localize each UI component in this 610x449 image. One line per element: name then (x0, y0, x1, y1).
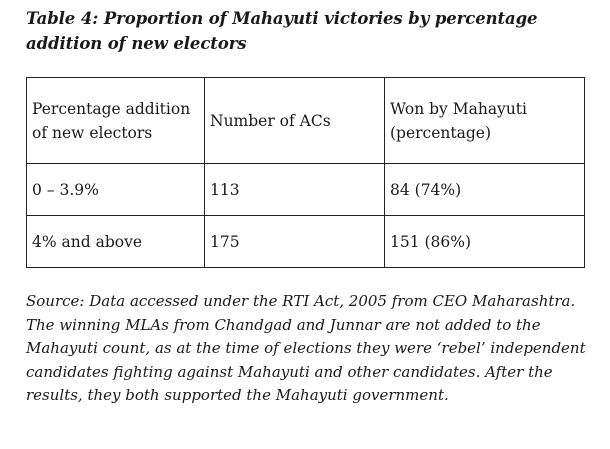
column-header-won-by-mahayuti: Won by Mahayuti (percentage) (385, 78, 585, 164)
source-note: Source: Data accessed under the RTI Act, 2005 from CEO Maharashtra. The winning MLAs from Chandgad and Junnar are not added to the Mahayuti count, as at the time of elections they were ‘rebel’ independent candidates fighting against Mahayuti and other candidates. After the results, they both supported the Mahayuti government. (26, 292, 586, 404)
column-header-percentage-addition: Percentage addition of new electors (27, 78, 205, 164)
table-cell-won-by-mahayuti: 84 (74%) (385, 164, 585, 216)
column-header-number-of-acs: Number of ACs (205, 78, 385, 164)
table-header-row (27, 78, 585, 164)
table-row (27, 216, 585, 268)
table-cell-percentage-addition: 4% and above (27, 216, 205, 268)
table-cell-won-by-mahayuti: 151 (86%) (385, 216, 585, 268)
table-title: Table 4: Proportion of Mahayuti victories by percentage addition of new electors (26, 9, 538, 53)
table-cell-number-of-acs: 113 (205, 164, 385, 216)
data-table (26, 77, 585, 268)
table-cell-number-of-acs: 175 (205, 216, 385, 268)
table-cell-percentage-addition: 0 – 3.9% (27, 164, 205, 216)
table-row (27, 164, 585, 216)
